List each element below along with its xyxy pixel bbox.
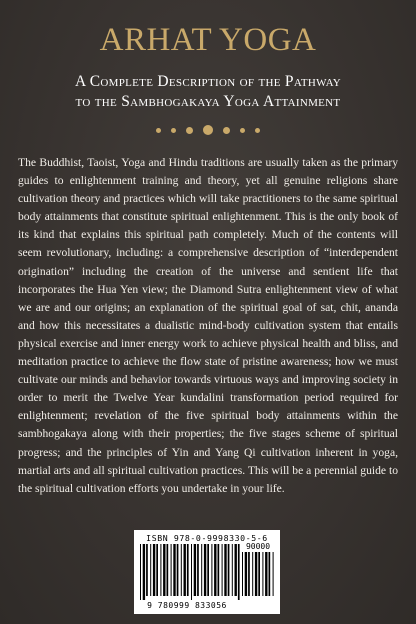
- barcode-bar: [232, 544, 233, 596]
- barcode-bar: [204, 544, 206, 596]
- barcode-bar: [171, 544, 172, 596]
- barcode-bar: [187, 544, 189, 596]
- barcode-bar: [163, 544, 165, 596]
- subtitle-line-1: A Complete Description of the Pathway: [74, 73, 342, 90]
- barcode-bar: [245, 552, 247, 596]
- barcode-bar: [184, 544, 186, 596]
- barcode-bar: [235, 544, 237, 596]
- barcode-bar: [197, 544, 199, 596]
- barcode-bar: [262, 552, 263, 596]
- barcode-bar: [181, 544, 182, 596]
- addon-barcode-bars: [242, 552, 276, 600]
- ornament-dot-icon: [223, 127, 230, 134]
- barcode-bar: [224, 544, 226, 596]
- barcode-bar: [153, 544, 155, 596]
- back-cover-blurb: The Buddhist, Taoist, Yoga and Hindu traditions are usually taken as the primary guides to enlightenment training and theory, yet all genuine religions share cultivation theory and practices which will take practitioners to the same spiritual body attainments that constitute spiritual enlightenment. This is the only book of its kind that explains this spiritual path completely. Much of the contents will seem revolutionary, including: a comprehensive description of “interdependent origination” including the creation of the universe and sentient life that incorporates the Hua Yen view; the Diamond Sutra enlightenment view of what we are and our origins; an explanation of the spiritual goal of sat, chit, ananda and how this necessitates a dualistic mind-body cultivation system that entails physical exercise and inner energy work to achieve physical health and bliss, and meditation practice to achieve the flow state of pristine awareness; how we must cultivate our minds and behavior towards virtuous ways and improving society in order to merit the Twelve Year kundalini transformation period required for enlightenment; revelation of the five spiritual body attainments within the sambhogakaya along with their properties; the five stages scheme of spiritual progress; and the principles of Yin and Yang Qi cultivation inherent in yoga, martial arts and all spiritual cultivation practices. This will be a perennial guide to the spiritual cultivation efforts you undertake in your life.: [18, 156, 398, 495]
- barcode-bar: [143, 544, 145, 600]
- barcode-bar: [214, 544, 216, 596]
- ornament-dot-icon: [156, 128, 161, 133]
- barcode-bar: [218, 544, 220, 596]
- barcode-bar: [265, 552, 267, 596]
- price-addon-number: 90000: [245, 542, 271, 551]
- barcode-bar: [242, 552, 243, 596]
- book-title: ARHAT YOGA: [99, 22, 317, 58]
- barcode-bar: [207, 544, 209, 596]
- barcode-bar: [177, 544, 179, 596]
- ornament-dot-icon: [171, 128, 176, 133]
- isbn-barcode: [134, 530, 280, 614]
- ornament-dot-icon: [240, 128, 245, 133]
- barcode-bar: [173, 544, 175, 596]
- barcode-bar: [252, 552, 253, 596]
- barcode-bar: [140, 544, 141, 600]
- ean-number: 9 780999 833056: [147, 601, 227, 610]
- barcode-bar: [201, 544, 202, 596]
- subtitle-line-2: to the Sambhogakaya Yoga Attainment: [75, 93, 341, 110]
- barcode-bar: [146, 544, 148, 596]
- ornament-dot-icon: [255, 128, 260, 133]
- ean-barcode-bars: [140, 544, 240, 600]
- ornament-dot-icon: [186, 127, 193, 134]
- isbn-label: ISBN 978-0-9998330-5-6: [146, 533, 268, 543]
- barcode-bar: [228, 544, 230, 596]
- barcode-bar: [211, 544, 212, 596]
- barcode-bar: [269, 552, 271, 596]
- barcode-bar: [160, 544, 161, 596]
- barcode-bar: [258, 552, 260, 596]
- barcode-bar: [156, 544, 158, 596]
- barcode-bar: [255, 552, 257, 596]
- barcode-bar: [238, 544, 240, 600]
- barcode-bar: [248, 552, 250, 596]
- barcode-bar: [167, 544, 169, 596]
- barcode-bar: [150, 544, 151, 596]
- barcode-bar: [191, 544, 192, 600]
- barcode-bar: [222, 544, 223, 596]
- ornamental-dots: [0, 123, 416, 137]
- barcode-bar: [194, 544, 196, 596]
- ornament-dot-icon: [203, 125, 213, 135]
- barcode-bar: [273, 552, 274, 596]
